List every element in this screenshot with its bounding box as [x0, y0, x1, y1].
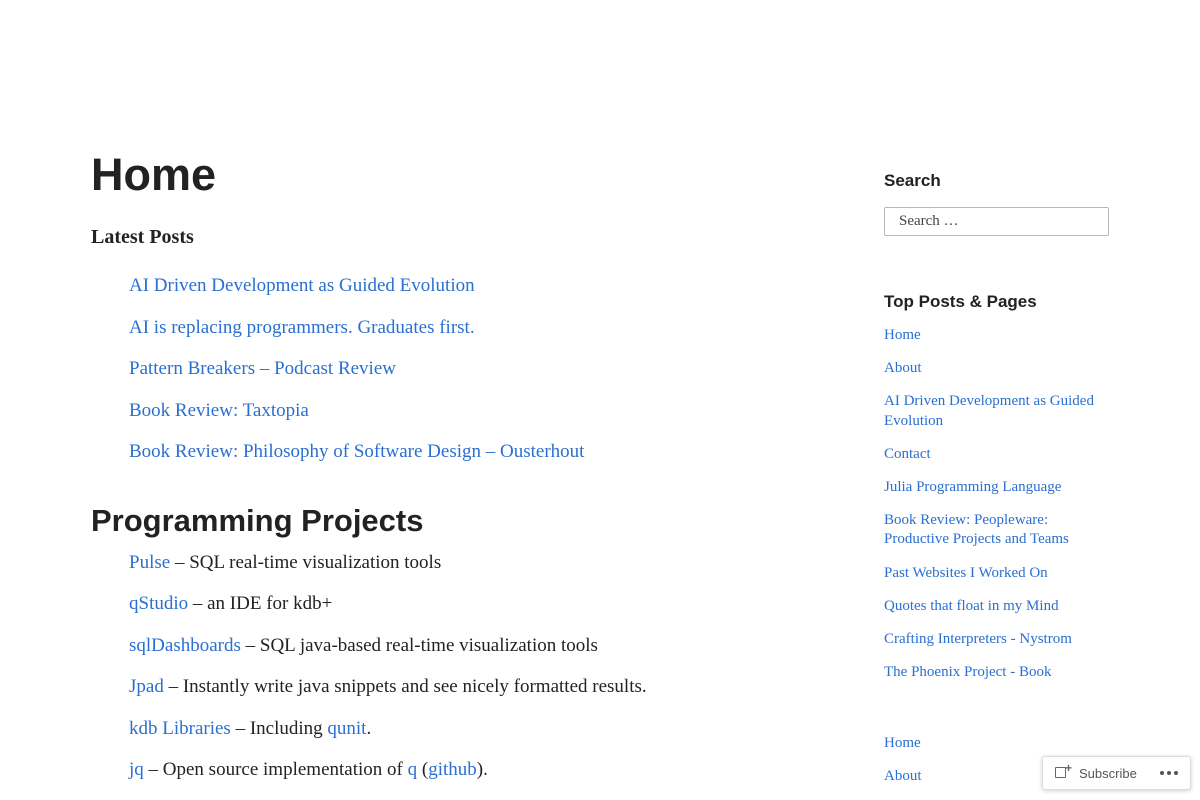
top-posts-list: [884, 326, 1109, 682]
post-link-philosophy-software-design[interactable]: Book Review: Philosophy of Software Design – Ousterhout: [129, 441, 585, 462]
project-description: – SQL java-based real-time visualization tools: [240, 634, 598, 656]
top-post-link-contact[interactable]: Contact: [884, 445, 931, 462]
project-link-jq[interactable]: jq: [129, 759, 144, 780]
list-item: [129, 676, 811, 718]
search-input[interactable]: [884, 207, 1109, 236]
list-item: [129, 441, 811, 483]
projects-list: [91, 552, 811, 800]
list-item: [129, 635, 811, 677]
projects-heading: Programming Projects: [91, 502, 424, 538]
main-content: [91, 148, 811, 800]
list-item: [884, 511, 1109, 550]
list-item: [129, 593, 811, 635]
project-description-tail: ).: [476, 759, 488, 780]
top-post-link-julia[interactable]: Julia Programming Language: [884, 478, 1062, 495]
project-link-kdb-libraries[interactable]: kdb Libraries: [129, 717, 231, 739]
page-title: Home: [91, 149, 217, 200]
list-item: [129, 552, 811, 594]
top-post-link-quotes[interactable]: Quotes that float in my Mind: [884, 597, 1059, 614]
list-item: [884, 630, 1109, 650]
top-post-link-past-websites[interactable]: Past Websites I Worked On: [884, 564, 1048, 581]
project-link-github[interactable]: github: [428, 759, 477, 780]
top-post-link-home[interactable]: Home: [884, 327, 921, 343]
project-description: – Instantly write java snippets and see nicely formatted results.: [163, 676, 647, 697]
top-posts-heading: Top Posts & Pages: [884, 292, 1037, 311]
search-heading: Search: [884, 171, 941, 190]
list-item: [884, 564, 1109, 584]
project-link-sqldashboards[interactable]: sqlDashboards: [129, 634, 241, 656]
list-item: [129, 358, 811, 400]
sidebar-nav-about[interactable]: About: [884, 768, 922, 785]
top-post-link-ai-driven-development[interactable]: AI Driven Development as Guided Evolution: [884, 393, 1094, 429]
list-item: [884, 734, 1109, 754]
sidebar: [884, 170, 1109, 800]
project-description: – Open source implementation of: [143, 759, 408, 780]
list-item: [884, 663, 1109, 683]
list-item: [129, 718, 811, 760]
top-post-link-about[interactable]: About: [884, 360, 922, 377]
post-link-pattern-breakers[interactable]: Pattern Breakers – Podcast Review: [129, 358, 396, 379]
post-link-taxtopia[interactable]: Book Review: Taxtopia: [129, 399, 309, 421]
list-item: [884, 478, 1109, 498]
project-description: – SQL real-time visualization tools: [170, 551, 442, 573]
project-link-qunit[interactable]: qunit: [327, 717, 367, 739]
latest-posts-list: [91, 275, 811, 483]
list-item: [884, 326, 1109, 346]
post-link-ai-driven-development[interactable]: AI Driven Development as Guided Evolution: [129, 275, 475, 296]
top-post-link-phoenix-project[interactable]: The Phoenix Project - Book: [884, 663, 1052, 680]
latest-posts-heading: Latest Posts: [91, 226, 194, 248]
project-description: – an IDE for kdb+: [188, 593, 333, 614]
reader-plus-icon: +: [1055, 766, 1071, 780]
sidebar-nav-home[interactable]: Home: [884, 735, 921, 752]
list-item: [129, 400, 811, 442]
top-post-link-crafting-interpreters[interactable]: Crafting Interpreters - Nystrom: [884, 630, 1072, 647]
top-post-link-peopleware[interactable]: Book Review: Peopleware: Productive Projects and Teams: [884, 511, 1069, 548]
list-item: [129, 317, 811, 359]
project-description-mid: (: [417, 759, 429, 780]
list-item: [129, 759, 811, 800]
ellipsis-icon[interactable]: [1160, 771, 1178, 775]
list-item: [884, 597, 1109, 617]
list-item: [884, 359, 1109, 379]
project-link-qstudio[interactable]: qStudio: [129, 593, 189, 614]
post-link-ai-replacing-programmers[interactable]: AI is replacing programmers. Graduates first.: [129, 316, 475, 338]
subscribe-bar: [1042, 756, 1191, 790]
project-link-jpad[interactable]: Jpad: [129, 676, 164, 697]
project-link-pulse[interactable]: Pulse: [129, 551, 171, 573]
subscribe-button[interactable]: [1043, 757, 1137, 789]
project-link-q[interactable]: q: [407, 759, 418, 780]
list-item: [884, 392, 1109, 431]
subscribe-label: Subscribe: [1079, 765, 1137, 781]
list-item: [129, 275, 811, 317]
project-description-tail: .: [366, 717, 372, 739]
project-description: – Including: [230, 717, 328, 739]
list-item: [884, 445, 1109, 465]
